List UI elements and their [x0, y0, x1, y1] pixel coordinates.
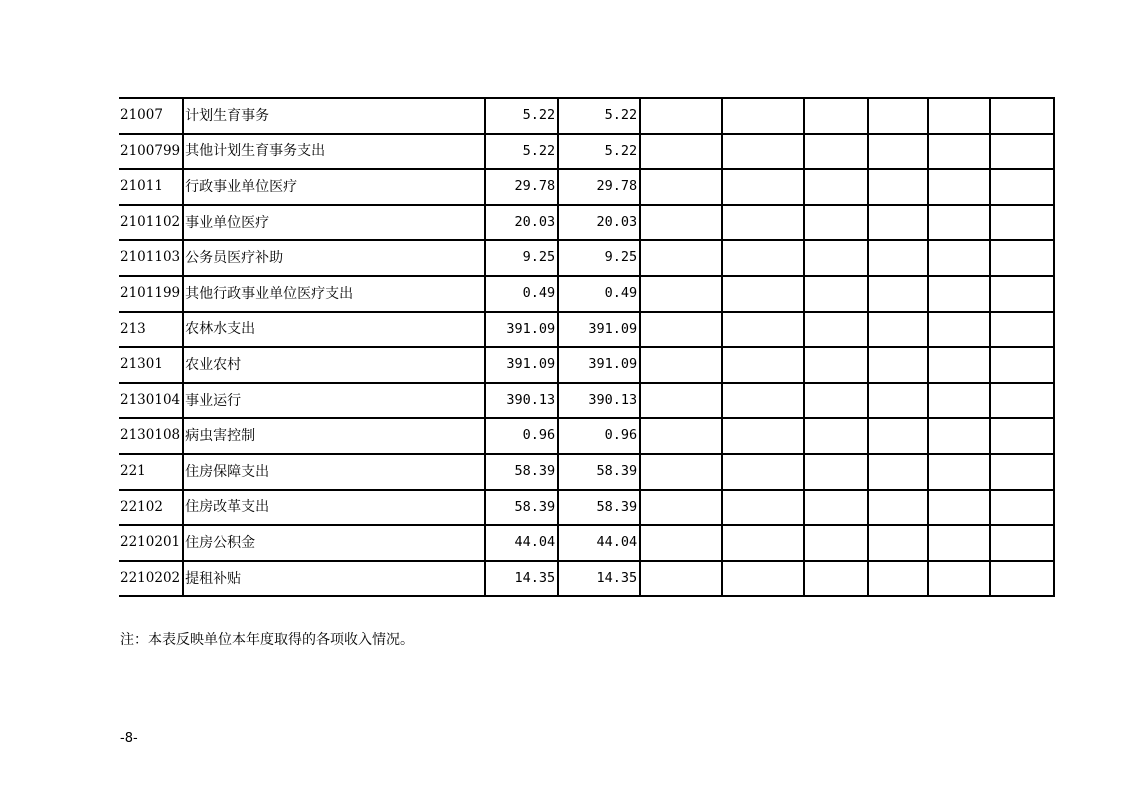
total-amount-cell: 391.09: [485, 347, 558, 383]
subject-name-cell: 事业运行: [183, 383, 485, 419]
empty-cell: [868, 525, 928, 561]
amount-cell: 20.03: [558, 205, 640, 241]
total-amount-cell: 20.03: [485, 205, 558, 241]
empty-cell: [722, 525, 804, 561]
empty-cell: [640, 383, 722, 419]
empty-cell: [868, 134, 928, 170]
table-row: [119, 347, 1054, 383]
table-row: [119, 454, 1054, 490]
total-amount-cell: 58.39: [485, 490, 558, 526]
amount-cell: 391.09: [558, 347, 640, 383]
empty-cell: [990, 561, 1054, 597]
subject-code-cell: 2130108: [119, 418, 183, 454]
empty-cell: [722, 561, 804, 597]
subject-code-cell: 22102: [119, 490, 183, 526]
total-amount-cell: 14.35: [485, 561, 558, 597]
empty-cell: [868, 98, 928, 134]
empty-cell: [722, 347, 804, 383]
table-row: [119, 134, 1054, 170]
empty-cell: [804, 418, 868, 454]
empty-cell: [722, 98, 804, 134]
subject-code-cell: 213: [119, 312, 183, 348]
empty-cell: [640, 561, 722, 597]
total-amount-cell: 5.22: [485, 98, 558, 134]
total-amount-cell: 5.22: [485, 134, 558, 170]
empty-cell: [722, 276, 804, 312]
empty-cell: [804, 383, 868, 419]
empty-cell: [640, 418, 722, 454]
subject-name-cell: 住房公积金: [183, 525, 485, 561]
empty-cell: [722, 490, 804, 526]
table-row: [119, 312, 1054, 348]
subject-code-cell: 2100799: [119, 134, 183, 170]
amount-cell: 29.78: [558, 169, 640, 205]
total-amount-cell: 9.25: [485, 240, 558, 276]
empty-cell: [868, 347, 928, 383]
total-amount-cell: 29.78: [485, 169, 558, 205]
empty-cell: [990, 276, 1054, 312]
empty-cell: [868, 312, 928, 348]
empty-cell: [928, 205, 990, 241]
empty-cell: [804, 169, 868, 205]
amount-cell: 58.39: [558, 454, 640, 490]
empty-cell: [928, 383, 990, 419]
empty-cell: [640, 134, 722, 170]
empty-cell: [804, 312, 868, 348]
page-number: -8-: [120, 731, 138, 746]
empty-cell: [928, 169, 990, 205]
empty-cell: [804, 490, 868, 526]
empty-cell: [928, 561, 990, 597]
amount-cell: 0.96: [558, 418, 640, 454]
subject-name-cell: 住房改革支出: [183, 490, 485, 526]
empty-cell: [640, 525, 722, 561]
table-row: [119, 276, 1054, 312]
subject-code-cell: 21011: [119, 169, 183, 205]
empty-cell: [928, 490, 990, 526]
subject-code-cell: 2101103: [119, 240, 183, 276]
subject-name-cell: 其他计划生育事务支出: [183, 134, 485, 170]
table-row: [119, 240, 1054, 276]
total-amount-cell: 44.04: [485, 525, 558, 561]
table-row: [119, 169, 1054, 205]
empty-cell: [640, 169, 722, 205]
empty-cell: [928, 418, 990, 454]
empty-cell: [868, 276, 928, 312]
empty-cell: [990, 525, 1054, 561]
subject-name-cell: 农业农村: [183, 347, 485, 383]
empty-cell: [804, 205, 868, 241]
empty-cell: [990, 418, 1054, 454]
empty-cell: [868, 418, 928, 454]
amount-cell: 58.39: [558, 490, 640, 526]
subject-name-cell: 其他行政事业单位医疗支出: [183, 276, 485, 312]
empty-cell: [804, 561, 868, 597]
table-row: [119, 490, 1054, 526]
empty-cell: [990, 312, 1054, 348]
subject-name-cell: 计划生育事务: [183, 98, 485, 134]
table-body: [119, 98, 1054, 596]
empty-cell: [640, 312, 722, 348]
empty-cell: [722, 418, 804, 454]
amount-cell: 9.25: [558, 240, 640, 276]
total-amount-cell: 390.13: [485, 383, 558, 419]
subject-code-cell: 2210202: [119, 561, 183, 597]
empty-cell: [928, 98, 990, 134]
amount-cell: 14.35: [558, 561, 640, 597]
empty-cell: [722, 240, 804, 276]
table-row: [119, 561, 1054, 597]
empty-cell: [804, 134, 868, 170]
empty-cell: [868, 205, 928, 241]
table-row: [119, 205, 1054, 241]
total-amount-cell: 58.39: [485, 454, 558, 490]
subject-name-cell: 住房保障支出: [183, 454, 485, 490]
empty-cell: [990, 205, 1054, 241]
table-note: 注：本表反映单位本年度取得的各项收入情况。: [120, 632, 414, 648]
empty-cell: [722, 205, 804, 241]
subject-code-cell: 21007: [119, 98, 183, 134]
subject-name-cell: 病虫害控制: [183, 418, 485, 454]
empty-cell: [990, 454, 1054, 490]
empty-cell: [928, 276, 990, 312]
subject-code-cell: 2210201: [119, 525, 183, 561]
empty-cell: [928, 134, 990, 170]
empty-cell: [804, 454, 868, 490]
empty-cell: [928, 454, 990, 490]
subject-code-cell: 2101199: [119, 276, 183, 312]
empty-cell: [804, 525, 868, 561]
empty-cell: [928, 312, 990, 348]
empty-cell: [722, 383, 804, 419]
empty-cell: [868, 490, 928, 526]
empty-cell: [640, 205, 722, 241]
empty-cell: [722, 454, 804, 490]
empty-cell: [868, 169, 928, 205]
subject-name-cell: 提租补贴: [183, 561, 485, 597]
table-row: [119, 525, 1054, 561]
subject-code-cell: 2130104: [119, 383, 183, 419]
empty-cell: [804, 98, 868, 134]
empty-cell: [640, 454, 722, 490]
budget-table: [119, 97, 1055, 597]
subject-name-cell: 事业单位医疗: [183, 205, 485, 241]
amount-cell: 0.49: [558, 276, 640, 312]
empty-cell: [928, 347, 990, 383]
empty-cell: [868, 561, 928, 597]
subject-name-cell: 公务员医疗补助: [183, 240, 485, 276]
empty-cell: [928, 240, 990, 276]
empty-cell: [640, 240, 722, 276]
empty-cell: [868, 454, 928, 490]
empty-cell: [990, 240, 1054, 276]
total-amount-cell: 0.49: [485, 276, 558, 312]
empty-cell: [640, 98, 722, 134]
empty-cell: [722, 312, 804, 348]
empty-cell: [868, 240, 928, 276]
amount-cell: 44.04: [558, 525, 640, 561]
total-amount-cell: 391.09: [485, 312, 558, 348]
empty-cell: [868, 383, 928, 419]
empty-cell: [722, 134, 804, 170]
amount-cell: 5.22: [558, 98, 640, 134]
empty-cell: [990, 134, 1054, 170]
subject-name-cell: 农林水支出: [183, 312, 485, 348]
empty-cell: [804, 347, 868, 383]
amount-cell: 390.13: [558, 383, 640, 419]
empty-cell: [990, 490, 1054, 526]
empty-cell: [928, 525, 990, 561]
empty-cell: [804, 276, 868, 312]
empty-cell: [640, 347, 722, 383]
subject-code-cell: 21301: [119, 347, 183, 383]
empty-cell: [990, 98, 1054, 134]
empty-cell: [640, 490, 722, 526]
amount-cell: 5.22: [558, 134, 640, 170]
empty-cell: [640, 276, 722, 312]
total-amount-cell: 0.96: [485, 418, 558, 454]
empty-cell: [990, 383, 1054, 419]
empty-cell: [990, 169, 1054, 205]
subject-code-cell: 2101102: [119, 205, 183, 241]
table-row: [119, 98, 1054, 134]
subject-name-cell: 行政事业单位医疗: [183, 169, 485, 205]
table-row: [119, 383, 1054, 419]
subject-code-cell: 221: [119, 454, 183, 490]
amount-cell: 391.09: [558, 312, 640, 348]
empty-cell: [804, 240, 868, 276]
empty-cell: [722, 169, 804, 205]
table-row: [119, 418, 1054, 454]
empty-cell: [990, 347, 1054, 383]
